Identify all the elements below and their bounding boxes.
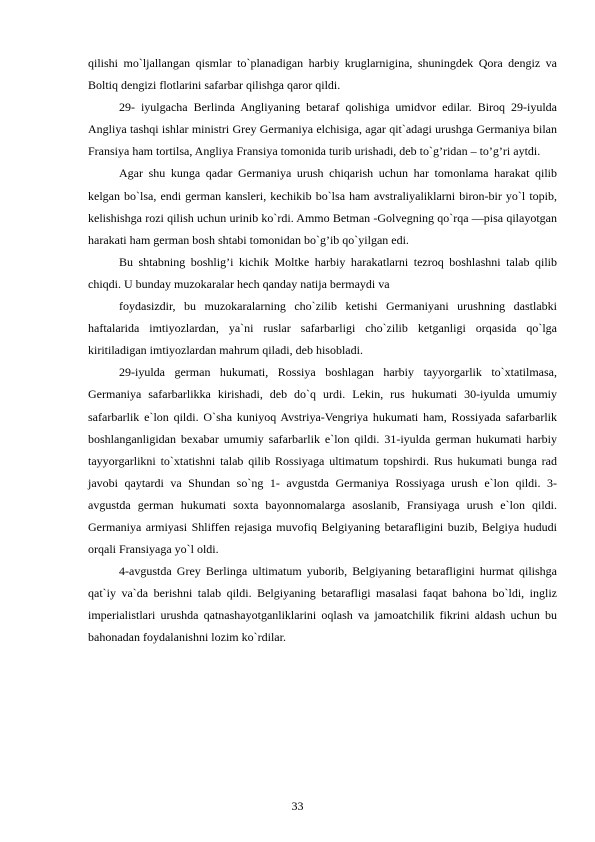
- paragraph-2: 29- iyulgacha Berlinda Angliyaning betaraf qolishiga umidvor edilar. Biroq 29-iyulda Angliya tashqi ishlar ministri Grey Germaniya elchisiga, agar qit`adagi urushga Germaniya bilan Fransiya ham tortilsa, Angliya Fransiya tomonida turib urishadi, deb to`g’ridan – to’g’ri aytdi.: [88, 100, 557, 159]
- paragraph-3: Agar shu kunga qadar Germaniya urush chiqarish uchun har tomonlama harakat qilib kelgan bo`lsa, endi german kansleri, kechikib bo`lsa ham avstraliyaliklarni biron-bir yo`l topib, kelishishga rozi qilish uchun urinib ko`rdi. Ammo Betman -Golvegning qo`rqa —pisa qilayotgan harakati ham german bosh shtabi tomonidan bo`g’ib qo`yilgan edi.: [88, 166, 557, 247]
- paragraph-4: Bu shtabning boshlig’i kichik Moltke harbiy harakatlarni tezroq boshlashni talab qilib chiqdi. U bunday muzokaralar hech qanday natija bermaydi va: [88, 254, 557, 291]
- paragraph-7: 4-avgustda Grey Berlinga ultimatum yuborib, Belgiyaning betarafligini hurmat qilishga qat`iy va`da berishni talab qildi. Belgiyaning betarafligi masalasi faqat bahona bo`ldi, ingliz imperialistlari urushda qatnashayotganliklarini oqlash va jamoatchilik fikrini aldash uchun bu bahonadan foydalanishni lozim ko`rdilar.: [88, 564, 557, 645]
- document-page: [88, 52, 557, 649]
- paragraph-5: foydasizdir, bu muzokaralarning cho`zilib ketishi Germaniyani urushning dastlabki haftalarida imtiyozlardan, ya`ni ruslar safarbarligi cho`zilib ketganligi orqasida qo`lga kiritiladigan imtiyozlardan mahrum qiladi, deb hisobladi.: [88, 299, 557, 358]
- page-number: 33: [291, 799, 304, 813]
- paragraph-6: 29-iyulda german hukumati, Rossiya boshlagan harbiy tayyorgarlik to`xtatilmasa, Germaniya safarbarlikka kirishadi, deb do`q urdi. Lekin, rus hukumati 30-iyulda umumiy safarbarlik e`lon qildi. O`sha kuniyoq Avstriya-Vengriya hukumati ham, Rossiyada safarbarlik boshlanganligidan bexabar umumiy safarbarlik e`lon qildi. 31-iyulda german hukumati harbiy tayyorgarlikni to`xtatishni talab qilib Rossiyaga ultimatum topshirdi. Rus hukumati bunga rad javobi qaytardi va Shundan so`ng 1- avgustda Germaniya Rossiyaga urush e`lon qildi. 3- avgustda german hukumati soxta bayonnomalarga asoslanib, Fransiyaga urush e`lon qildi. Germaniya armiyasi Shliffen rejasiga muvofiq Belgiyaning betarafligini buzib, Belgiya hududi orqali Fransiyaga yo`l oldi.: [88, 365, 557, 557]
- paragraph-1: qilishi mo`ljallangan qismlar to`planadigan harbiy kruglarnigina, shuningdek Qora dengiz va Boltiq dengizi flotlarini safarbar qilishga qaror qildi.: [88, 56, 557, 93]
